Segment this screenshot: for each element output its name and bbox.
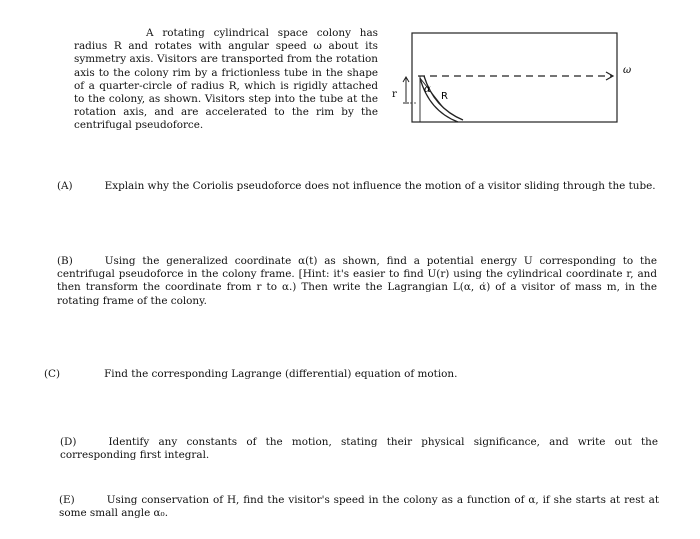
part-c-label: (C) bbox=[44, 368, 61, 380]
part-e-text: Using conservation of H, find the visitor's speed in the colony as a function of α, if she starts at rest at some small angle α₀. bbox=[59, 494, 659, 520]
colony-diagram bbox=[384, 26, 640, 126]
alpha-label: α bbox=[424, 84, 431, 95]
part-d-label: (D) bbox=[60, 436, 77, 448]
part-e-label: (E) bbox=[59, 494, 75, 506]
problem-intro: A rotating cylindrical space colony has radius R and rotates with angular speed ω about its symmetry axis. Visitors are transported from the rotation axis to the colony rim by a frictionless tube in the shape of a quarter-circle of radius R, which is rigidly attached to the colony, as shown. Visitors step into the tube at the rotation axis, and are accelerated to the rim by the centrifugal pseudoforce. bbox=[74, 27, 378, 132]
R-label: R bbox=[441, 91, 448, 102]
part-c bbox=[44, 368, 644, 381]
part-e bbox=[59, 494, 659, 520]
omega-label: ω bbox=[623, 65, 632, 76]
part-c-text: Find the corresponding Lagrange (differential) equation of motion. bbox=[104, 368, 458, 380]
part-a-label: (A) bbox=[57, 180, 73, 192]
axis-arrow-icon bbox=[606, 72, 613, 80]
colony-outline bbox=[412, 33, 617, 122]
r-label: r bbox=[392, 89, 397, 100]
part-a-text: Explain why the Coriolis pseudoforce does not influence the motion of a visitor sliding through the tube. bbox=[104, 180, 656, 192]
part-a bbox=[57, 180, 657, 193]
part-d bbox=[60, 436, 658, 462]
part-d-text: Identify any constants of the motion, stating their physical significance, and write out the corresponding first integral. bbox=[60, 436, 658, 462]
part-b-label: (B) bbox=[57, 255, 73, 267]
part-b bbox=[57, 255, 657, 308]
part-b-text: Using the generalized coordinate α(t) as shown, find a potential energy U corresponding to the centrifugal pseudoforce in the colony frame. [Hint: it's easier to find U(r) using the cylindrical coordinate r, and then transform the coordinate from r to α.) Then write the Lagrangian L(α, α̇) of a visitor of mass m, in the rotating frame of the colony. bbox=[57, 255, 657, 307]
